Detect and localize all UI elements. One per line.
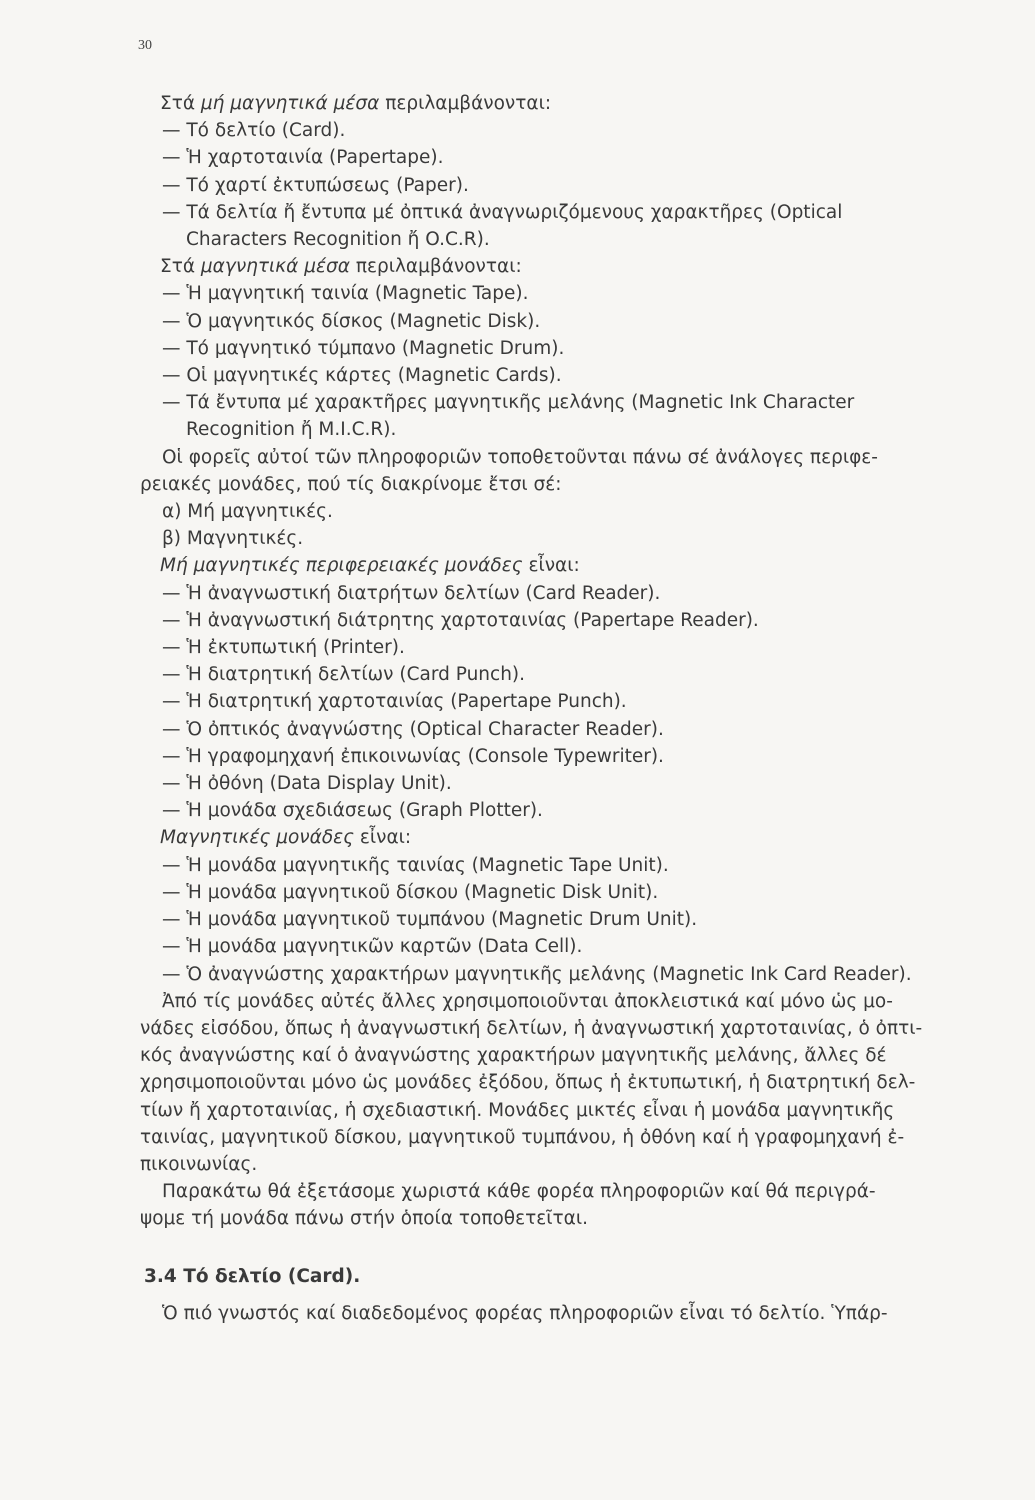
list-heading: Στά μή μαγνητικά μέσα περιλαμβάνονται: bbox=[160, 93, 552, 114]
list-heading: Στά μαγνητικά μέσα περιλαμβάνονται: bbox=[160, 256, 522, 278]
section-title: 3.4 Τό δελτίο (Card). bbox=[144, 1265, 361, 1287]
list-item: — Ἡ ἀναγνωστική διατρήτων δελτίων (Card Reader). bbox=[162, 582, 661, 604]
section-3-4 bbox=[140, 1263, 960, 1327]
paragraph-line: χρησιμοποιοῦνται μόνο ὡς μονάδες ἐξόδου, ὅπως ἡ ἐκτυπωτική, ἡ διατρητική δελ- bbox=[140, 1072, 916, 1094]
list-item: — Ἡ μονάδα μαγνητικῶν καρτῶν (Data Cell). bbox=[162, 936, 583, 958]
list-item-continuation: Recognition ἤ M.I.C.R). bbox=[186, 419, 397, 441]
list-item: — Τό μαγνητικό τύμπανο (Magnetic Drum). bbox=[162, 337, 565, 359]
list-item: — Ἡ μονάδα μαγνητικοῦ δίσκου (Magnetic Disk Unit). bbox=[162, 881, 659, 903]
page-number: 30 bbox=[138, 38, 152, 53]
list-item: — Ἡ διατρητική δελτίων (Card Punch). bbox=[162, 664, 526, 686]
list-item: — Τό δελτίο (Card). bbox=[162, 120, 346, 142]
page-content bbox=[140, 90, 960, 1327]
list-item: — Ὁ ὀπτικός ἀναγνώστης (Optical Character Reader). bbox=[162, 718, 664, 740]
paragraph-line: Ἀπό τίς μονάδες αὐτές ἄλλες χρησιμοποιοῦνται ἀποκλειστικά καί μόνο ὡς μο- bbox=[162, 990, 893, 1012]
paragraph-line: κός ἀναγνώστης καί ὁ ἀναγνώστης χαρακτήρων μαγνητικῆς μελάνης, ἄλλες δέ bbox=[140, 1045, 887, 1067]
list-item: — Ἡ διατρητική χαρτοταινίας (Papertape Punch). bbox=[162, 691, 627, 713]
list-item: — Ἡ γραφομηχανή ἐπικοινωνίας (Console Typewriter). bbox=[162, 745, 664, 767]
list-item: — Τά δελτία ἤ ἔντυπα μέ ὀπτικά ἀναγνωριζόμενους χαρακτῆρες (Optical bbox=[162, 201, 843, 223]
list-item: — Οἱ μαγνητικές κάρτες (Magnetic Cards). bbox=[162, 365, 562, 387]
list-item: — Ὁ ἀναγνώστης χαρακτήρων μαγνητικῆς μελάνης (Magnetic Ink Card Reader). bbox=[162, 963, 912, 985]
units-usage-paragraph bbox=[140, 988, 960, 1178]
list-item: — Ὁ μαγνητικός δίσκος (Magnetic Disk). bbox=[162, 310, 541, 332]
list-item: — Ἡ ὀθόνη (Data Display Unit). bbox=[162, 773, 452, 795]
paragraph-line: τίων ἤ χαρτοταινίας, ἡ σχεδιαστική. Μονάδες μικτές εἶναι ἡ μονάδα μαγνητικῆς bbox=[140, 1099, 895, 1121]
list-item: — Ἡ ἀναγνωστική διάτρητης χαρτοταινίας (Papertape Reader). bbox=[162, 609, 759, 631]
magnetic-units-list bbox=[140, 824, 960, 987]
paragraph-line: νάδες εἰσόδου, ὅπως ἡ ἀναγνωστική δελτίων, ἡ ἀναγνωστική χαρτοταινίας, ὁ ὀπτι- bbox=[140, 1017, 923, 1039]
paragraph-line: Ὁ πιό γνωστός καί διαδεδομένος φορέας πληροφοριῶν εἶναι τό δελτίο. Ὑπάρ- bbox=[162, 1302, 888, 1324]
paragraph-line: Οἱ φορεῖς αὐτοί τῶν πληροφοριῶν τοποθετοῦνται πάνω σέ ἀνάλογες περιφε- bbox=[162, 446, 878, 468]
paragraph-line: ταινίας, μαγνητικοῦ δίσκου, μαγνητικοῦ τυμπάνου, ἡ ὀθόνη καί ἡ γραφομηχανή ἐ- bbox=[140, 1126, 905, 1148]
list-item: — Τά ἔντυπα μέ χαρακτῆρες μαγνητικῆς μελάνης (Magnetic Ink Character bbox=[162, 392, 855, 414]
list-heading: Μαγνητικές μονάδες εἶναι: bbox=[160, 827, 412, 849]
next-sections-paragraph bbox=[140, 1178, 960, 1232]
list-item: — Ἡ μονάδα μαγνητικῆς ταινίας (Magnetic Tape Unit). bbox=[162, 854, 669, 876]
list-item: — Ἡ μαγνητική ταινία (Magnetic Tape). bbox=[162, 283, 529, 305]
list-item-continuation: Characters Recognition ἤ O.C.R). bbox=[186, 229, 490, 251]
magnetic-media-list bbox=[140, 253, 960, 443]
list-item: — Τό χαρτί ἐκτυπώσεως (Paper). bbox=[162, 174, 469, 196]
category-a: α) Μή μαγνητικές. bbox=[162, 501, 333, 523]
non-magnetic-units-list bbox=[140, 552, 960, 824]
paragraph-line: ψομε τή μονάδα πάνω στήν ὁποία τοποθετεῖται. bbox=[140, 1208, 588, 1230]
carriers-paragraph bbox=[140, 444, 960, 553]
list-item: — Ἡ μονάδα σχεδιάσεως (Graph Plotter). bbox=[162, 800, 543, 822]
category-b: β) Μαγνητικές. bbox=[162, 528, 304, 550]
paragraph-line: Παρακάτω θά ἐξετάσομε χωριστά κάθε φορέα πληροφοριῶν καί θά περιγρά- bbox=[162, 1181, 876, 1203]
list-heading: Μή μαγνητικές περιφερειακές μονάδες εἶναι: bbox=[160, 555, 580, 577]
paragraph-line: πικοινωνίας. bbox=[140, 1153, 258, 1175]
non-magnetic-media-list bbox=[140, 90, 960, 253]
list-item: — Ἡ ἐκτυπωτική (Printer). bbox=[162, 637, 405, 659]
paragraph-line: ρειακές μονάδες, πού τίς διακρίνομε ἔτσι σέ: bbox=[140, 473, 562, 495]
list-item: — Ἡ χαρτοταινία (Papertape). bbox=[162, 147, 444, 169]
list-item: — Ἡ μονάδα μαγνητικοῦ τυμπάνου (Magnetic Drum Unit). bbox=[162, 909, 698, 931]
